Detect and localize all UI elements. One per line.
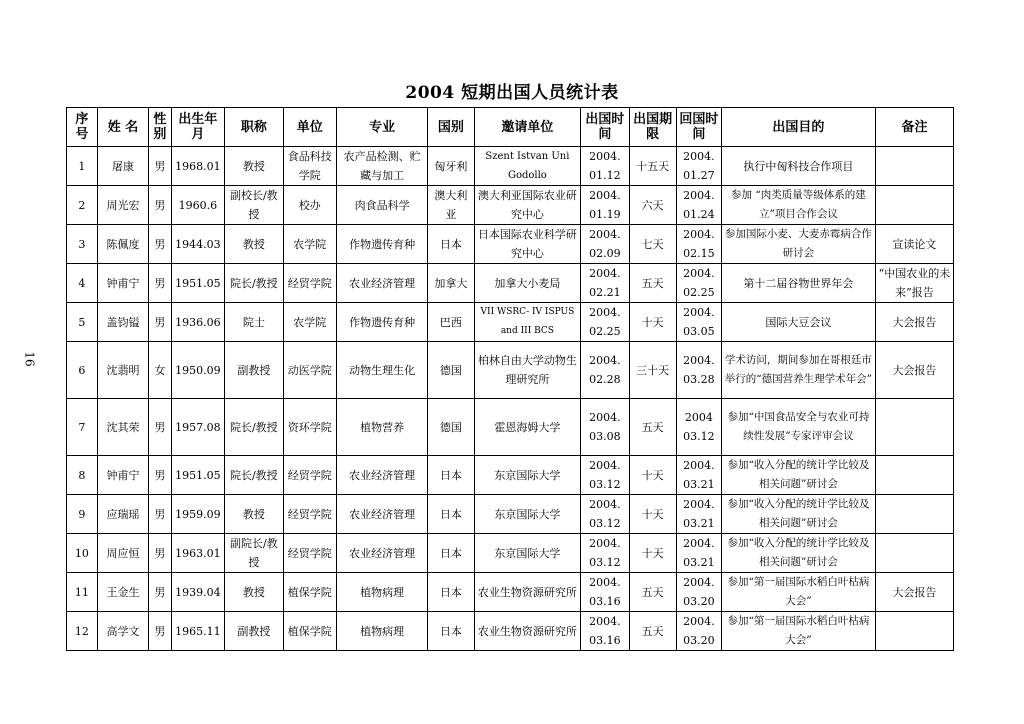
cell-seq: 5 <box>67 303 98 342</box>
cell-depart: 2004. 03.12 <box>581 495 629 534</box>
cell-major: 农业经济管理 <box>336 456 427 495</box>
cell-seq: 3 <box>67 225 98 264</box>
cell-inviter: VII WSRC- IV ISPUS and III BCS <box>474 303 581 342</box>
cell-duration: 六天 <box>629 186 676 225</box>
cell-inviter: Szent Istvan Uni Godollo <box>474 147 581 186</box>
cell-purpose: 学术访问，期间参加在哥根廷市举行的“德国营养生理学术年会” <box>721 342 875 399</box>
cell-remark: “中国农业的未来”报告 <box>875 264 953 303</box>
cell-major: 植物病理 <box>336 573 427 612</box>
cell-depart: 2004. 02.21 <box>581 264 629 303</box>
cell-gender: 男 <box>149 225 172 264</box>
cell-seq: 1 <box>67 147 98 186</box>
table-row <box>67 612 954 651</box>
cell-country: 德国 <box>428 399 474 456</box>
cell-country: 日本 <box>428 495 474 534</box>
cell-major: 植物营养 <box>336 399 427 456</box>
table-row <box>67 342 954 399</box>
cell-remark: 宣读论文 <box>875 225 953 264</box>
cell-rank: 副校长/教授 <box>225 186 284 225</box>
cell-seq: 4 <box>67 264 98 303</box>
cell-birth: 1965.11 <box>171 612 224 651</box>
cell-depart: 2004. 03.12 <box>581 534 629 573</box>
cell-name: 盖钧镒 <box>97 303 148 342</box>
table-row <box>67 303 954 342</box>
cell-depart: 2004. 01.12 <box>581 147 629 186</box>
cell-country: 日本 <box>428 225 474 264</box>
cell-rank: 教授 <box>225 147 284 186</box>
cell-inviter: 加拿大小麦局 <box>474 264 581 303</box>
cell-rank: 院长/教授 <box>225 456 284 495</box>
cell-name: 沈其荣 <box>97 399 148 456</box>
cell-major: 作物遗传育种 <box>336 225 427 264</box>
cell-gender: 男 <box>149 495 172 534</box>
cell-purpose: 参加“收入分配的统计学比较及相关问题”研讨会 <box>721 495 875 534</box>
cell-return: 2004. 02.25 <box>676 264 721 303</box>
cell-birth: 1960.6 <box>171 186 224 225</box>
table-row <box>67 456 954 495</box>
cell-seq: 2 <box>67 186 98 225</box>
cell-duration: 十天 <box>629 303 676 342</box>
table-row <box>67 186 954 225</box>
cell-major: 植物病理 <box>336 612 427 651</box>
cell-gender: 男 <box>149 147 172 186</box>
cell-purpose: 参加国际小麦、大麦赤霉病合作研讨会 <box>721 225 875 264</box>
header-unit: 单位 <box>283 108 336 147</box>
cell-major: 动物生理生化 <box>336 342 427 399</box>
cell-purpose: 参加“收入分配的统计学比较及相关问题”研讨会 <box>721 456 875 495</box>
cell-unit: 动医学院 <box>283 342 336 399</box>
table-header-row <box>67 108 954 147</box>
cell-name: 钟甫宁 <box>97 456 148 495</box>
cell-major: 农产品检测、贮藏与加工 <box>336 147 427 186</box>
cell-duration: 五天 <box>629 264 676 303</box>
cell-remark: 大会报告 <box>875 342 953 399</box>
cell-return: 2004. 01.27 <box>676 147 721 186</box>
cell-depart: 2004. 02.28 <box>581 342 629 399</box>
cell-country: 澳大利亚 <box>428 186 474 225</box>
cell-depart: 2004. 02.25 <box>581 303 629 342</box>
cell-rank: 教授 <box>225 495 284 534</box>
table-row <box>67 495 954 534</box>
cell-remark <box>875 186 953 225</box>
cell-purpose: 第十二届谷物世界年会 <box>721 264 875 303</box>
cell-seq: 9 <box>67 495 98 534</box>
header-major: 专业 <box>336 108 427 147</box>
cell-remark <box>875 612 953 651</box>
cell-gender: 男 <box>149 612 172 651</box>
cell-name: 周光宏 <box>97 186 148 225</box>
cell-depart: 2004. 03.12 <box>581 456 629 495</box>
cell-country: 匈牙利 <box>428 147 474 186</box>
cell-return: 2004. 03.28 <box>676 342 721 399</box>
cell-major: 作物遗传育种 <box>336 303 427 342</box>
cell-purpose: 参加“收入分配的统计学比较及相关问题”研讨会 <box>721 534 875 573</box>
cell-birth: 1959.09 <box>171 495 224 534</box>
cell-birth: 1944.03 <box>171 225 224 264</box>
cell-birth: 1957.08 <box>171 399 224 456</box>
header-remark: 备注 <box>875 108 953 147</box>
table-row <box>67 534 954 573</box>
cell-rank: 院长/教授 <box>225 399 284 456</box>
cell-rank: 教授 <box>225 225 284 264</box>
cell-country: 日本 <box>428 573 474 612</box>
cell-unit: 食品科技学院 <box>283 147 336 186</box>
cell-depart: 2004. 03.08 <box>581 399 629 456</box>
cell-return: 2004. 03.05 <box>676 303 721 342</box>
header-country: 国别 <box>428 108 474 147</box>
header-gender: 性别 <box>149 108 172 147</box>
header-return: 回国时间 <box>676 108 721 147</box>
table-row <box>67 225 954 264</box>
cell-unit: 农学院 <box>283 225 336 264</box>
cell-seq: 7 <box>67 399 98 456</box>
cell-inviter: 农业生物资源研究所 <box>474 612 581 651</box>
cell-remark <box>875 147 953 186</box>
cell-remark <box>875 399 953 456</box>
cell-rank: 副院长/教授 <box>225 534 284 573</box>
cell-purpose: 参加“第一届国际水稻白叶枯病大会” <box>721 573 875 612</box>
page-title: 2004 短期出国人员统计表 <box>405 83 619 103</box>
cell-duration: 五天 <box>629 612 676 651</box>
cell-return: 2004. 03.20 <box>676 573 721 612</box>
cell-return: 2004. 03.20 <box>676 612 721 651</box>
cell-rank: 副教授 <box>225 612 284 651</box>
cell-name: 王金生 <box>97 573 148 612</box>
table-row <box>67 264 954 303</box>
cell-seq: 6 <box>67 342 98 399</box>
cell-duration: 五天 <box>629 399 676 456</box>
cell-purpose: 参加 “肉类质量等级体系的建立”项目合作会议 <box>721 186 875 225</box>
cell-name: 屠康 <box>97 147 148 186</box>
cell-rank: 院长/教授 <box>225 264 284 303</box>
cell-major: 农业经济管理 <box>336 495 427 534</box>
table-row <box>67 147 954 186</box>
cell-inviter: 东京国际大学 <box>474 495 581 534</box>
cell-country: 日本 <box>428 456 474 495</box>
cell-purpose: 国际大豆会议 <box>721 303 875 342</box>
cell-seq: 8 <box>67 456 98 495</box>
cell-unit: 经贸学院 <box>283 264 336 303</box>
cell-inviter: 澳大利亚国际农业研究中心 <box>474 186 581 225</box>
page-number: 16 <box>22 351 37 367</box>
cell-birth: 1939.04 <box>171 573 224 612</box>
cell-rank: 院士 <box>225 303 284 342</box>
header-title-rank: 职称 <box>225 108 284 147</box>
cell-gender: 男 <box>149 303 172 342</box>
cell-unit: 校办 <box>283 186 336 225</box>
cell-duration: 十天 <box>629 534 676 573</box>
cell-gender: 女 <box>149 342 172 399</box>
cell-country: 加拿大 <box>428 264 474 303</box>
table-row <box>67 399 954 456</box>
cell-depart: 2004. 03.16 <box>581 573 629 612</box>
cell-name: 钟甫宁 <box>97 264 148 303</box>
cell-unit: 植保学院 <box>283 612 336 651</box>
cell-inviter: 农业生物资源研究所 <box>474 573 581 612</box>
cell-unit: 资环学院 <box>283 399 336 456</box>
cell-name: 周应恒 <box>97 534 148 573</box>
cell-return: 2004. 03.21 <box>676 456 721 495</box>
cell-return: 2004. 03.21 <box>676 495 721 534</box>
cell-unit: 农学院 <box>283 303 336 342</box>
cell-rank: 教授 <box>225 573 284 612</box>
cell-purpose: 参加“中国食品安全与农业可持续性发展”专家评审会议 <box>721 399 875 456</box>
cell-birth: 1936.06 <box>171 303 224 342</box>
cell-inviter: 柏林自由大学动物生理研究所 <box>474 342 581 399</box>
cell-return: 2004 03.12 <box>676 399 721 456</box>
cell-gender: 男 <box>149 534 172 573</box>
cell-inviter: 东京国际大学 <box>474 534 581 573</box>
cell-inviter: 日本国际农业科学研究中心 <box>474 225 581 264</box>
cell-duration: 五天 <box>629 573 676 612</box>
cell-major: 农业经济管理 <box>336 534 427 573</box>
cell-unit: 经贸学院 <box>283 456 336 495</box>
cell-birth: 1951.05 <box>171 264 224 303</box>
header-depart: 出国时间 <box>581 108 629 147</box>
cell-gender: 男 <box>149 186 172 225</box>
cell-duration: 十天 <box>629 456 676 495</box>
cell-remark <box>875 456 953 495</box>
cell-remark: 大会报告 <box>875 303 953 342</box>
cell-major: 农业经济管理 <box>336 264 427 303</box>
cell-remark <box>875 495 953 534</box>
cell-country: 德国 <box>428 342 474 399</box>
cell-major: 肉食品科学 <box>336 186 427 225</box>
cell-remark <box>875 534 953 573</box>
cell-return: 2004. 02.15 <box>676 225 721 264</box>
header-name: 姓 名 <box>97 108 148 147</box>
header-purpose: 出国目的 <box>721 108 875 147</box>
cell-unit: 植保学院 <box>283 573 336 612</box>
cell-depart: 2004. 01.19 <box>581 186 629 225</box>
cell-gender: 男 <box>149 399 172 456</box>
cell-return: 2004. 03.21 <box>676 534 721 573</box>
cell-duration: 三十天 <box>629 342 676 399</box>
cell-country: 巴西 <box>428 303 474 342</box>
cell-gender: 男 <box>149 456 172 495</box>
cell-country: 日本 <box>428 534 474 573</box>
header-duration: 出国期限 <box>629 108 676 147</box>
cell-inviter: 东京国际大学 <box>474 456 581 495</box>
cell-name: 应瑞瑶 <box>97 495 148 534</box>
cell-duration: 七天 <box>629 225 676 264</box>
table-row <box>67 573 954 612</box>
cell-purpose: 执行中匈科技合作项目 <box>721 147 875 186</box>
statistics-table <box>66 107 954 651</box>
cell-birth: 1963.01 <box>171 534 224 573</box>
cell-name: 陈佩度 <box>97 225 148 264</box>
cell-remark: 大会报告 <box>875 573 953 612</box>
cell-depart: 2004. 02.09 <box>581 225 629 264</box>
cell-gender: 男 <box>149 264 172 303</box>
cell-unit: 经贸学院 <box>283 534 336 573</box>
header-inviter: 邀请单位 <box>474 108 581 147</box>
cell-seq: 11 <box>67 573 98 612</box>
header-birth: 出生年月 <box>171 108 224 147</box>
cell-birth: 1968.01 <box>171 147 224 186</box>
cell-purpose: 参加“第一届国际水稻白叶枯病大会” <box>721 612 875 651</box>
cell-seq: 10 <box>67 534 98 573</box>
cell-return: 2004. 01.24 <box>676 186 721 225</box>
cell-country: 日本 <box>428 612 474 651</box>
cell-birth: 1950.09 <box>171 342 224 399</box>
cell-duration: 十天 <box>629 495 676 534</box>
cell-rank: 副教授 <box>225 342 284 399</box>
cell-inviter: 霍恩海姆大学 <box>474 399 581 456</box>
cell-gender: 男 <box>149 573 172 612</box>
cell-seq: 12 <box>67 612 98 651</box>
cell-birth: 1951.05 <box>171 456 224 495</box>
cell-name: 高学文 <box>97 612 148 651</box>
cell-depart: 2004. 03.16 <box>581 612 629 651</box>
header-seq: 序号 <box>67 108 98 147</box>
cell-duration: 十五天 <box>629 147 676 186</box>
cell-name: 沈翡明 <box>97 342 148 399</box>
cell-unit: 经贸学院 <box>283 495 336 534</box>
